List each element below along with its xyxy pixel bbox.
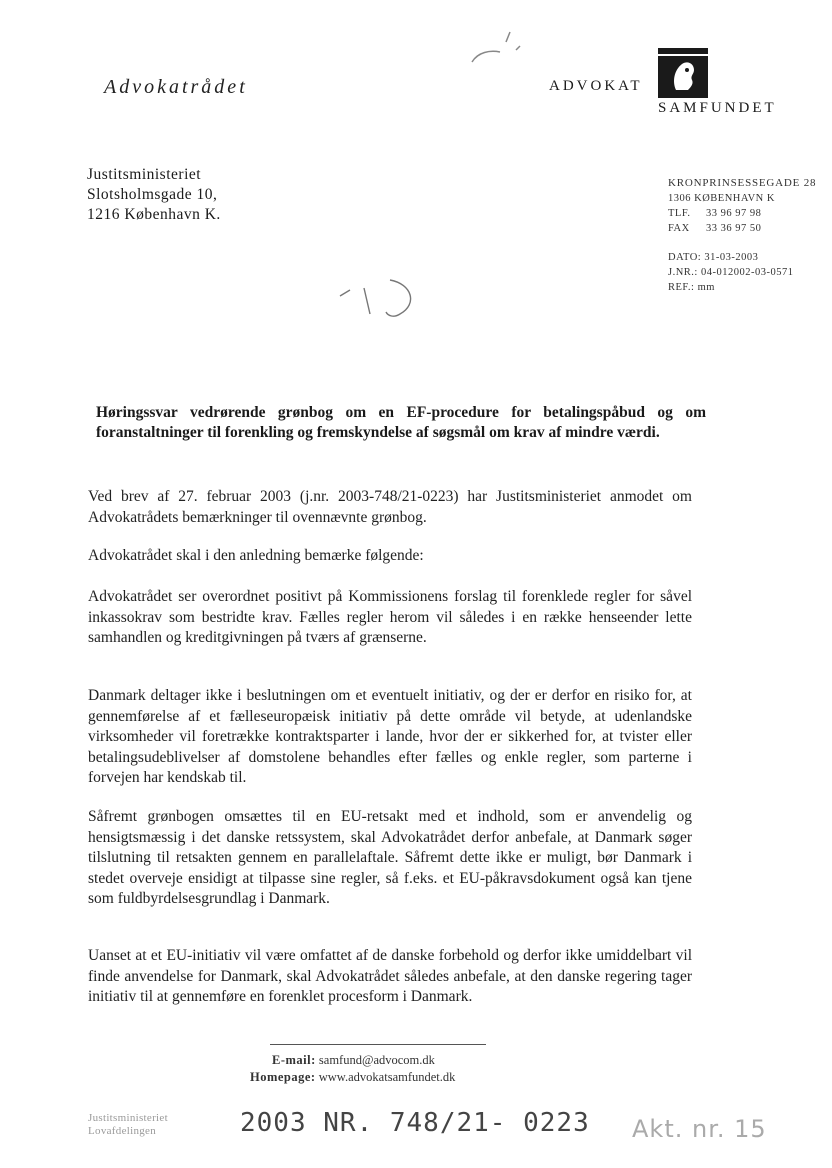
homepage-link[interactable]: www.advokatsamfundet.dk: [318, 1070, 456, 1084]
reference: REF.: mm: [668, 282, 715, 293]
letter-heading: Høringssvar vedrørende grønbog om en EF-procedure for betalingspåbud og om foranstaltninger til forenkling og fremskyndelse af søgsmål om krav af mindre værdi.: [96, 404, 706, 441]
letter-date: DATO: 31-03-2003: [668, 252, 759, 263]
handwritten-scribble-icon: [330, 268, 440, 328]
sender-phone: TLF. 33 96 97 98: [668, 208, 762, 219]
handwritten-scribble-icon: [460, 22, 540, 72]
receipt-stamp: Justitsministeriet Lovafdelingen: [88, 1112, 168, 1137]
footer-contact: [250, 1052, 455, 1086]
letter-paragraph: Advokatrådet ser overordnet positivt på Kommissionens forslag til forenklede regler for såvel inkassokrav som bestridte krav. Fælles regler herom vil således i en række henseender lette samhandlen og kreditgivningen på tværs af grænserne.: [88, 588, 692, 646]
footer-divider: [270, 1044, 486, 1045]
letter-paragraph: Ved brev af 27. februar 2003 (j.nr. 2003-748/21-0223) har Justitsministeriet anmodet om Advokatrådets bemærkninger til ovennævnte grønbog.: [88, 488, 692, 526]
recipient-address: [87, 165, 221, 225]
logo-text-samfundet: SAMFUNDET: [658, 100, 777, 116]
journal-number: J.NR.: 04-012002-03-0571: [668, 267, 794, 278]
footer-homepage: Homepage: www.advokatsamfundet.dk: [250, 1070, 456, 1084]
advokatsamfundet-logo-icon: [658, 48, 708, 98]
sender-street: KRONPRINSESSEGADE 28: [668, 177, 817, 189]
footer-email: E-mail: samfund@advocom.dk: [272, 1053, 435, 1067]
letter-paragraph: Uanset at et EU-initiativ vil være omfattet af de danske forbehold og derfor ikke umiddelbart vil finde anvendelse for Danmark, skal Advokatrådet således anbefale, at den danske regering tager initiativ til at gennemføre en forenklet procesform i Danmark.: [88, 947, 692, 1005]
recipient-line: 1216 København K.: [87, 206, 221, 223]
letter-paragraph: Såfremt grønbogen omsættes til en EU-retsakt med et indhold, som er anvendelig og hensigtsmæssig i det danske retssystem, skal Advokatrådet derfor anbefale, at Danmark søger tilslutning til retsakten gennem en parallelaftale. Såfremt dette ikke er muligt, bør Danmark i stedet overveje ensidigt at tilpasse sine regler, så f.eks. et EU-påkravsdokument også kan tjene som fuldbyrdelsesgrundlag i Danmark.: [88, 808, 692, 907]
case-number-stamp: 2003 NR. 748/21- 0223: [240, 1108, 590, 1138]
email-link[interactable]: samfund@advocom.dk: [318, 1053, 435, 1067]
document-number-stamp: Akt. nr. 15: [632, 1115, 767, 1143]
sender-fax: FAX 33 36 97 50: [668, 223, 762, 234]
recipient-line: Slotsholmsgade 10,: [87, 186, 218, 203]
letter-paragraph: Advokatrådet skal i den anledning bemærke følgende:: [88, 547, 424, 564]
org-name: Advokatrådet: [104, 76, 248, 98]
letter-paragraph: Danmark deltager ikke i beslutningen om et eventuelt initiativ, og der er derfor en risiko for, at gennemførelse af et fælleseuropæisk initiativ på dette område vil betyde, at udenlandske virksomheder vil foretrække kontraktsparter i lande, hvor der er sikkerhed for, at tvister eller betalingsudeblivelser af domstolene behandles efter fælles og enkle regler, som parterne i forvejen har kendskab til.: [88, 687, 692, 786]
recipient-line: Justitsministeriet: [87, 166, 202, 183]
logo-text-advokat: ADVOKAT: [549, 78, 643, 94]
sender-city: 1306 KØBENHAVN K: [668, 193, 775, 204]
sender-info: [668, 176, 816, 295]
